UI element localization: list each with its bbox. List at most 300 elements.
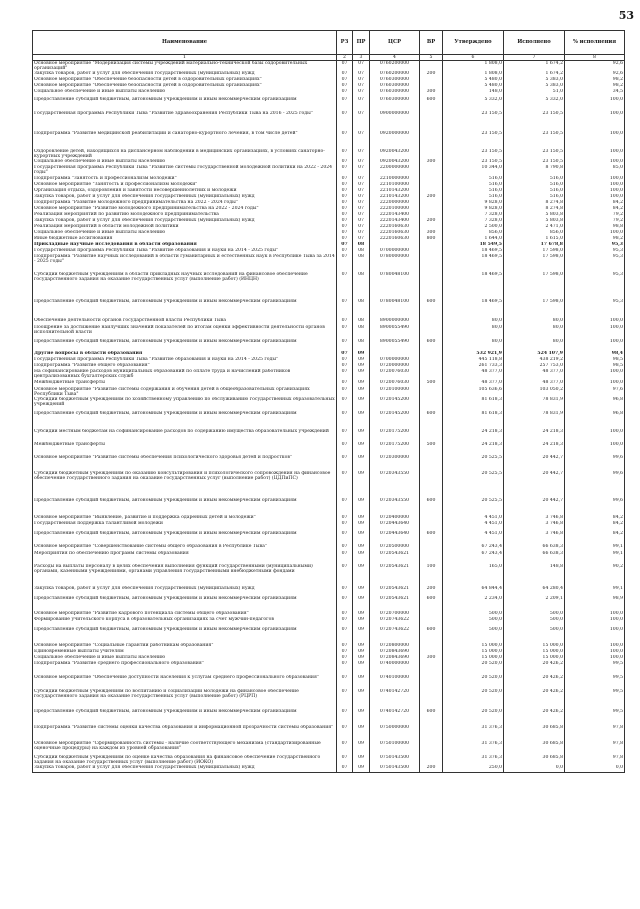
row-csr-cell: 0720000000 — [370, 363, 420, 369]
row-executed-cell: 64 280,4 — [504, 586, 565, 596]
row-vr-cell — [420, 617, 443, 627]
row-executed-cell: 17 598,0 — [504, 248, 565, 254]
row-vr-cell: 300 — [420, 159, 443, 165]
row-name-cell: Основное мероприятие "Развитие системы содержания и обучения детей в общеобразовательных организациях Республики Тыва" — [33, 387, 337, 397]
row-pr-cell: 09 — [353, 380, 370, 387]
row-rz-cell: 07 — [337, 397, 353, 411]
row-percent-cell: 99,5 — [565, 661, 625, 675]
row-rz-cell: 07 — [337, 586, 353, 596]
row-rz-cell: 07 — [337, 224, 353, 230]
row-executed-cell: 78 831,9 — [504, 411, 565, 429]
row-percent-cell: 100,0 — [565, 188, 625, 194]
row-percent-cell: 100,0 — [565, 182, 625, 188]
row-approved-cell: 7 328,0 — [443, 212, 504, 218]
row-pr-cell: 08 — [353, 272, 370, 299]
row-pr-cell: 08 — [353, 248, 370, 254]
row-executed-cell: 5 383,0 — [504, 77, 565, 83]
row-executed-cell: 17 598,0 — [504, 254, 565, 272]
row-vr-cell — [420, 429, 443, 442]
table-row — [33, 411, 625, 429]
row-approved-cell: 165,0 — [443, 564, 504, 586]
row-csr-cell: 0720543621 — [370, 551, 420, 564]
row-rz-cell: 07 — [337, 455, 353, 471]
row-approved-cell: 500,0 — [443, 611, 504, 617]
row-csr-cell: 0720175200 — [370, 429, 420, 442]
row-vr-cell — [420, 455, 443, 471]
row-csr-cell: 0760300000 — [370, 89, 420, 97]
row-approved-cell: 18 469,5 — [443, 299, 504, 318]
row-name-cell: Подпрограмма "Развитие системы оценки качества образования и информационной прозрачности системы образования" — [33, 725, 337, 741]
table-row — [33, 369, 625, 380]
row-name-cell: Субсидии бюджетным учреждениям по оценке качества образования на финансовое обеспечение государственного задания на оказание государственных услуг (выполнение работ) (ИОКО) — [33, 755, 337, 765]
row-pr-cell: 09 — [353, 564, 370, 586]
row-csr-cell: 0700000000 — [370, 357, 420, 363]
row-executed-cell: 257 753,0 — [504, 363, 565, 369]
row-executed-cell: 15 000,0 — [504, 643, 565, 649]
row-percent-cell: 100,0 — [565, 339, 625, 351]
row-percent-cell: 100,0 — [565, 380, 625, 387]
row-approved-cell: 80,0 — [443, 325, 504, 339]
row-executed-cell: 856,0 — [504, 230, 565, 236]
row-csr-cell: 0750000000 — [370, 725, 420, 741]
row-csr-cell: 0750143500 — [370, 765, 420, 773]
row-name-cell: Основное мероприятие "Модернизация системы учреждений материально-технической базы оздоровительных организаций" — [33, 61, 337, 72]
row-approved-cell: 148,0 — [443, 89, 504, 97]
row-csr-cell: 0920043200 — [370, 159, 420, 165]
row-pr-cell: 09 — [353, 617, 370, 627]
table-row — [33, 254, 625, 272]
row-pr-cell: 07 — [353, 182, 370, 188]
table-row — [33, 521, 625, 531]
row-executed-cell: 3 746,8 — [504, 521, 565, 531]
row-name-cell: Основное мероприятие "Социальные гарантии работникам образования" — [33, 643, 337, 649]
row-name-cell: Подпрограмма "Развитие среднего профессионального образования" — [33, 661, 337, 675]
row-approved-cell: 1 644,0 — [443, 236, 504, 242]
row-executed-cell: 17 598,0 — [504, 272, 565, 299]
row-rz-cell: 07 — [337, 675, 353, 689]
row-approved-cell: 20 520,0 — [443, 689, 504, 709]
row-rz-cell: 07 — [337, 200, 353, 206]
table-row — [33, 564, 625, 586]
row-rz-cell: 07 — [337, 212, 353, 218]
table-row — [33, 61, 625, 72]
row-pr-cell: 09 — [353, 586, 370, 596]
row-approved-cell: 1 808,0 — [443, 71, 504, 77]
row-rz-cell: 07 — [337, 357, 353, 363]
row-executed-cell: 8 274,8 — [504, 206, 565, 212]
row-rz-cell: 07 — [337, 325, 353, 339]
row-executed-cell: 24 218,3 — [504, 429, 565, 442]
row-csr-cell: 0760200000 — [370, 71, 420, 77]
row-percent-cell: 99,6 — [565, 498, 625, 515]
column-header-name: Наименование — [33, 31, 337, 55]
row-percent-cell: 97,8 — [565, 755, 625, 765]
row-vr-cell: 200 — [420, 765, 443, 773]
table-row — [33, 149, 625, 159]
row-executed-cell: 8 274,8 — [504, 200, 565, 206]
row-rz-cell: 07 — [337, 544, 353, 551]
row-approved-cell: 23 150,5 — [443, 131, 504, 149]
row-pr-cell: 09 — [353, 596, 370, 611]
row-approved-cell: 9 828,0 — [443, 200, 504, 206]
row-csr-cell: 0720076030 — [370, 380, 420, 387]
row-vr-cell: 200 — [420, 71, 443, 77]
row-vr-cell: 800 — [420, 236, 443, 242]
row-percent-cell: 97,8 — [565, 725, 625, 741]
row-rz-cell: 07 — [337, 515, 353, 521]
row-percent-cell: 100,0 — [565, 131, 625, 149]
row-name-cell: Иные бюджетные ассигнования — [33, 236, 337, 242]
row-pr-cell: 09 — [353, 655, 370, 661]
budget-execution-table — [32, 30, 625, 773]
row-rz-cell: 07 — [337, 617, 353, 627]
row-name-cell: Подпрограмма "Развитие медицинской реабилитации и санаторно-курортного лечения, в том числе детей" — [33, 131, 337, 149]
row-executed-cell: 48 377,0 — [504, 380, 565, 387]
row-name-cell: Предоставление субсидий бюджетным, автономным учреждениям и иным некоммерческим организациям — [33, 627, 337, 643]
row-vr-cell — [420, 675, 443, 689]
row-vr-cell — [420, 397, 443, 411]
row-csr-cell: 2210143200 — [370, 194, 420, 200]
row-rz-cell: 07 — [337, 97, 353, 111]
row-approved-cell: 20 525,5 — [443, 471, 504, 498]
row-percent-cell: 100,0 — [565, 627, 625, 643]
row-percent-cell: 99,1 — [565, 544, 625, 551]
row-csr-cell: 0720500000 — [370, 544, 420, 551]
row-approved-cell: 20 520,0 — [443, 675, 504, 689]
row-name-cell: Прикладные научные исследования в области образования — [33, 242, 337, 248]
row-pr-cell: 09 — [353, 442, 370, 455]
row-vr-cell: 600 — [420, 97, 443, 111]
row-csr-cell: 0720700000 — [370, 611, 420, 617]
row-approved-cell: 500,0 — [443, 617, 504, 627]
row-pr-cell: 09 — [353, 369, 370, 380]
row-rz-cell: 07 — [337, 551, 353, 564]
row-name-cell: Основное мероприятие "Обеспечение доступности населения к услугам среднего профессионального образования" — [33, 675, 337, 689]
column-header-executed: Исполнено — [504, 31, 565, 55]
row-executed-cell: 80,0 — [504, 318, 565, 325]
row-approved-cell: 856,0 — [443, 230, 504, 236]
table-row — [33, 442, 625, 455]
row-pr-cell: 09 — [353, 387, 370, 397]
row-percent-cell: 98,9 — [565, 596, 625, 611]
table-row — [33, 339, 625, 351]
row-executed-cell: 20 426,2 — [504, 661, 565, 675]
row-vr-cell: 600 — [420, 531, 443, 544]
row-executed-cell: 80,0 — [504, 325, 565, 339]
row-executed-cell: 5 332,0 — [504, 97, 565, 111]
row-pr-cell: 07 — [353, 194, 370, 200]
row-pr-cell: 07 — [353, 131, 370, 149]
row-csr-cell: 0750100000 — [370, 741, 420, 755]
row-name-cell: Единовременные выплаты учителям — [33, 649, 337, 655]
row-percent-cell: 99,6 — [565, 455, 625, 471]
table-row — [33, 165, 625, 176]
table-row — [33, 325, 625, 339]
table-row — [33, 661, 625, 675]
row-approved-cell: 64 844,4 — [443, 586, 504, 596]
row-pr-cell: 08 — [353, 325, 370, 339]
row-approved-cell: 23 150,5 — [443, 159, 504, 165]
row-rz-cell: 07 — [337, 521, 353, 531]
row-csr-cell: 2220160630 — [370, 230, 420, 236]
row-name-cell: Основное мероприятие "Развитие кадрового потенциала системы общего образования" — [33, 611, 337, 617]
row-approved-cell: 5 480,0 — [443, 83, 504, 89]
row-vr-cell — [420, 369, 443, 380]
row-pr-cell: 08 — [353, 254, 370, 272]
row-executed-cell: 438 219,2 — [504, 357, 565, 363]
row-rz-cell: 07 — [337, 206, 353, 212]
row-vr-cell — [420, 471, 443, 498]
row-approved-cell: 18 549,5 — [443, 242, 504, 248]
row-pr-cell: 08 — [353, 299, 370, 318]
row-name-cell: Закупка товаров, работ и услуг для обеспечения государственных (муниципальных) нужд — [33, 765, 337, 773]
row-approved-cell: 31 376,3 — [443, 741, 504, 755]
row-executed-cell: 17 678,8 — [504, 242, 565, 248]
row-pr-cell: 07 — [353, 206, 370, 212]
row-vr-cell — [420, 725, 443, 741]
row-percent-cell: 96,8 — [565, 411, 625, 429]
row-percent-cell: 92,6 — [565, 71, 625, 77]
row-executed-cell: 30 685,8 — [504, 755, 565, 765]
row-vr-cell — [420, 254, 443, 272]
row-name-cell: Обеспечение деятельности органов государственной власти Республики Тыва — [33, 318, 337, 325]
row-csr-cell: 0720300000 — [370, 455, 420, 471]
table-row — [33, 89, 625, 97]
row-executed-cell: 1 674,2 — [504, 71, 565, 77]
row-percent-cell: 100,0 — [565, 230, 625, 236]
row-executed-cell: 500,0 — [504, 611, 565, 617]
row-rz-cell: 07 — [337, 149, 353, 159]
row-csr-cell: 0720743622 — [370, 627, 420, 643]
row-executed-cell: 15 000,0 — [504, 655, 565, 661]
row-percent-cell: 96,8 — [565, 397, 625, 411]
column-number: 8 — [565, 55, 625, 61]
table-row — [33, 755, 625, 765]
row-rz-cell: 07 — [337, 83, 353, 89]
row-csr-cell: 0720175200 — [370, 442, 420, 455]
row-approved-cell: 24 218,3 — [443, 429, 504, 442]
row-csr-cell: 0900000000 — [370, 111, 420, 131]
row-name-cell: Основное мероприятие "Совершенствование системы общего образования в Республике Тыва" — [33, 544, 337, 551]
row-rz-cell: 07 — [337, 351, 353, 357]
row-percent-cell: 84,2 — [565, 515, 625, 521]
row-percent-cell: 95,3 — [565, 254, 625, 272]
row-executed-cell: 5 803,8 — [504, 218, 565, 224]
row-vr-cell: 600 — [420, 498, 443, 515]
row-percent-cell: 99,1 — [565, 551, 625, 564]
row-rz-cell: 07 — [337, 369, 353, 380]
row-vr-cell — [420, 165, 443, 176]
row-vr-cell — [420, 551, 443, 564]
row-rz-cell: 07 — [337, 71, 353, 77]
row-pr-cell: 09 — [353, 397, 370, 411]
row-pr-cell: 09 — [353, 725, 370, 741]
row-percent-cell: 90,2 — [565, 564, 625, 586]
row-percent-cell: 95,3 — [565, 272, 625, 299]
row-rz-cell: 07 — [337, 380, 353, 387]
row-pr-cell: 08 — [353, 318, 370, 325]
row-csr-cell: 0720543621 — [370, 596, 420, 611]
row-csr-cell: 0740100000 — [370, 675, 420, 689]
table-row — [33, 725, 625, 741]
row-executed-cell: 5 803,8 — [504, 212, 565, 218]
row-executed-cell: 20 426,2 — [504, 675, 565, 689]
row-approved-cell: 532 921,9 — [443, 351, 504, 357]
row-executed-cell: 66 638,3 — [504, 551, 565, 564]
row-vr-cell — [420, 521, 443, 531]
row-rz-cell: 07 — [337, 182, 353, 188]
row-pr-cell: 09 — [353, 455, 370, 471]
row-rz-cell: 07 — [337, 649, 353, 655]
row-executed-cell: 20 426,2 — [504, 709, 565, 725]
row-csr-cell: 0720100000 — [370, 387, 420, 397]
row-pr-cell: 09 — [353, 351, 370, 357]
row-executed-cell: 24 218,3 — [504, 442, 565, 455]
table-row — [33, 596, 625, 611]
row-rz-cell: 07 — [337, 61, 353, 72]
row-vr-cell: 300 — [420, 655, 443, 661]
row-name-cell: Формирование учительского корпуса в образовательных организациях за счет мужчин-педагогов — [33, 617, 337, 627]
row-pr-cell: 09 — [353, 429, 370, 442]
row-percent-cell: 99,5 — [565, 689, 625, 709]
row-percent-cell: 0,0 — [565, 765, 625, 773]
row-percent-cell: 95,3 — [565, 299, 625, 318]
table-row — [33, 387, 625, 397]
row-executed-cell: 23 150,5 — [504, 149, 565, 159]
row-percent-cell: 97,6 — [565, 387, 625, 397]
row-rz-cell: 07 — [337, 248, 353, 254]
row-percent-cell: 100,0 — [565, 149, 625, 159]
row-name-cell: Субсидии бюджетным учреждениям по оказанию консультирования и психологического сопровождения на финансовое обеспечение государственного задания на оказание государственных услуг (выполнение работ) (ЦДПиПС) — [33, 471, 337, 498]
row-pr-cell: 09 — [353, 411, 370, 429]
row-pr-cell: 07 — [353, 236, 370, 242]
row-approved-cell: 23 150,5 — [443, 149, 504, 159]
row-rz-cell: 07 — [337, 194, 353, 200]
row-executed-cell: 23 150,5 — [504, 131, 565, 149]
row-percent-cell: 100,0 — [565, 655, 625, 661]
row-pr-cell: 08 — [353, 242, 370, 248]
row-name-cell: Предоставление субсидий бюджетным, автономным учреждениям и иным некоммерческим организациям — [33, 498, 337, 515]
row-name-cell: Организация отдыха, оздоровления и занятости несовершеннолетних и молодежи — [33, 188, 337, 194]
row-vr-cell: 600 — [420, 627, 443, 643]
row-name-cell: Реализация мероприятий по развитию молодежного предпринимательства — [33, 212, 337, 218]
row-csr-cell: 2210100000 — [370, 182, 420, 188]
row-csr-cell: 0780000000 — [370, 254, 420, 272]
row-pr-cell: 09 — [353, 643, 370, 649]
row-percent-cell: 34,5 — [565, 89, 625, 97]
row-percent-cell: 100,0 — [565, 318, 625, 325]
row-pr-cell: 07 — [353, 111, 370, 131]
row-rz-cell: 07 — [337, 765, 353, 773]
row-approved-cell: 18 469,5 — [443, 272, 504, 299]
row-vr-cell — [420, 544, 443, 551]
row-csr-cell: 0780048100 — [370, 299, 420, 318]
row-approved-cell: 4 451,0 — [443, 521, 504, 531]
row-approved-cell: 48 377,0 — [443, 369, 504, 380]
row-percent-cell: 84,2 — [565, 531, 625, 544]
row-approved-cell: 81 618,3 — [443, 397, 504, 411]
row-approved-cell: 261 733,3 — [443, 363, 504, 369]
column-number: 2 — [337, 55, 353, 61]
table-row — [33, 131, 625, 149]
row-executed-cell: 524 107,9 — [504, 351, 565, 357]
table-row — [33, 299, 625, 318]
row-approved-cell: 2 500,0 — [443, 224, 504, 230]
row-vr-cell — [420, 325, 443, 339]
table-row — [33, 675, 625, 689]
table-row — [33, 429, 625, 442]
table-row — [33, 455, 625, 471]
row-executed-cell: 5 383,0 — [504, 83, 565, 89]
row-pr-cell: 09 — [353, 709, 370, 725]
row-pr-cell: 07 — [353, 212, 370, 218]
row-percent-cell: 100,0 — [565, 97, 625, 111]
row-csr-cell: 0720743622 — [370, 617, 420, 627]
row-vr-cell: 200 — [420, 218, 443, 224]
row-approved-cell: 1 808,0 — [443, 61, 504, 72]
column-header-approved: Утверждено — [443, 31, 504, 55]
row-executed-cell: 1 615,0 — [504, 236, 565, 242]
row-approved-cell: 48 377,0 — [443, 380, 504, 387]
row-rz-cell: 07 — [337, 299, 353, 318]
row-csr-cell: 8900055490 — [370, 339, 420, 351]
row-vr-cell: 500 — [420, 380, 443, 387]
row-executed-cell: 8 790,8 — [504, 165, 565, 176]
row-csr-cell: 2210000000 — [370, 176, 420, 182]
row-approved-cell: 15 000,0 — [443, 655, 504, 661]
row-approved-cell: 250,0 — [443, 765, 504, 773]
table-header-row — [33, 31, 625, 55]
row-rz-cell: 07 — [337, 339, 353, 351]
row-rz-cell: 07 — [337, 498, 353, 515]
row-csr-cell: 2220143400 — [370, 212, 420, 218]
column-number: 4 — [370, 55, 420, 61]
row-csr-cell: 8900055490 — [370, 325, 420, 339]
row-percent-cell: 100,0 — [565, 159, 625, 165]
row-executed-cell: 3 746,8 — [504, 515, 565, 521]
row-csr-cell: 0760300000 — [370, 97, 420, 111]
column-header-csr: ЦСР — [370, 31, 420, 55]
row-approved-cell: 31 376,3 — [443, 755, 504, 765]
row-pr-cell: 07 — [353, 159, 370, 165]
row-vr-cell: 200 — [420, 194, 443, 200]
row-executed-cell: 500,0 — [504, 627, 565, 643]
row-rz-cell: 07 — [337, 236, 353, 242]
row-name-cell: Основное мероприятие "Обеспечение безопасности детей в оздоровительных организациях" — [33, 83, 337, 89]
row-rz-cell: 07 — [337, 254, 353, 272]
row-percent-cell: 98,5 — [565, 363, 625, 369]
row-name-cell: Другие вопросы в области образования — [33, 351, 337, 357]
row-rz-cell: 07 — [337, 272, 353, 299]
row-executed-cell: 30 685,8 — [504, 741, 565, 755]
row-name-cell: Субсидии бюджетным учреждениям в области прикладных научных исследований на финансовое обеспечение государственного задания на оказание государственных услуг (выполнение работ) (ИНЦН) — [33, 272, 337, 299]
row-csr-cell: 2210143200 — [370, 188, 420, 194]
row-pr-cell: 07 — [353, 218, 370, 224]
row-executed-cell: 20 442,7 — [504, 471, 565, 498]
row-percent-cell: 84,2 — [565, 200, 625, 206]
page-number: 53 — [618, 9, 634, 22]
row-rz-cell: 07 — [337, 755, 353, 765]
column-number: 3 — [353, 55, 370, 61]
row-percent-cell: 100,0 — [565, 369, 625, 380]
row-name-cell: Основное мероприятие "Сформированность системы - наличие соответствующего механизма (стандартизированные оценочные процедуры) на каждом из уровней образования" — [33, 741, 337, 755]
row-pr-cell: 09 — [353, 741, 370, 755]
row-rz-cell: 07 — [337, 218, 353, 224]
row-percent-cell: 100,0 — [565, 617, 625, 627]
row-csr-cell: 0720543621 — [370, 564, 420, 586]
row-percent-cell: 99,5 — [565, 709, 625, 725]
row-percent-cell: 79,2 — [565, 212, 625, 218]
